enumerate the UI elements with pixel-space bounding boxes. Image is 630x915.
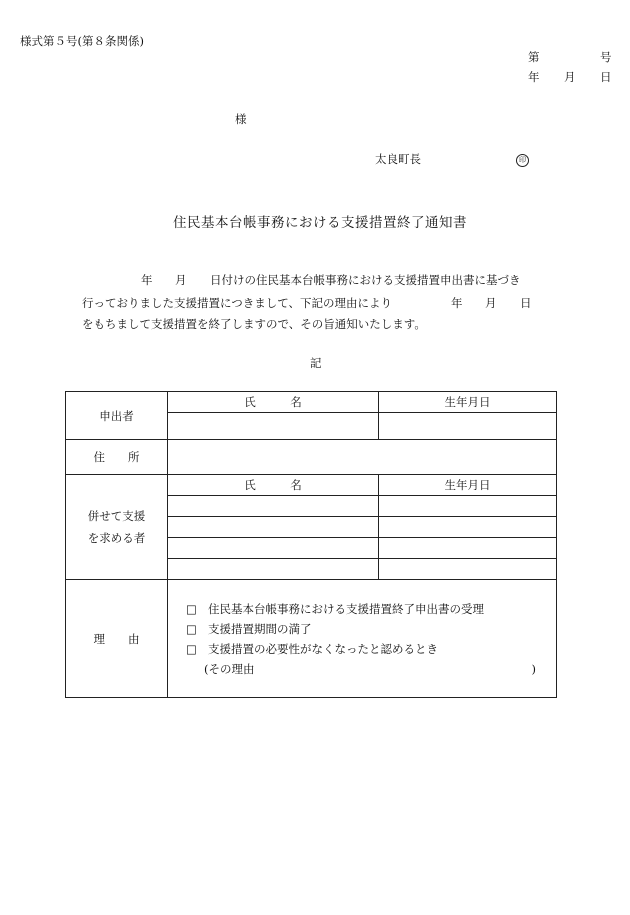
reason-option-label: 支援措置期間の満了 xyxy=(208,621,312,636)
body-line2: 行っておりました支援措置につきまして、下記の理由により xyxy=(82,296,393,310)
addressee-suffix: 様 xyxy=(235,112,247,126)
checkbox[interactable]: □ xyxy=(186,601,197,616)
other-reason-open: (その理由 xyxy=(204,661,255,676)
joint-name-field[interactable] xyxy=(168,496,379,517)
doc-number-prefix: 第 xyxy=(528,50,540,64)
ki-heading: 記 xyxy=(310,356,322,370)
applicant-name-header: 氏 名 xyxy=(168,392,379,413)
body-line1-year: 年 xyxy=(141,273,153,287)
doc-number-suffix: 号 xyxy=(600,50,612,64)
joint-name-header: 氏 名 xyxy=(168,475,379,496)
seal-icon: 印 xyxy=(516,154,529,167)
joint-name-field[interactable] xyxy=(168,538,379,559)
document-title: 住民基本台帳事務における支援措置終了通知書 xyxy=(173,215,467,231)
body-line2-month: 月 xyxy=(485,296,497,310)
reason-option[interactable] xyxy=(186,619,536,639)
issuer: 太良町長 xyxy=(375,152,421,166)
joint-name-field[interactable] xyxy=(168,559,379,580)
header-date-day: 日 xyxy=(600,70,612,84)
other-reason-close: ) xyxy=(531,661,536,676)
body-line2-year: 年 xyxy=(451,296,463,310)
header-date-month: 月 xyxy=(564,70,576,84)
joint-label-line2: を求める者 xyxy=(87,531,146,545)
address-label: 住 所 xyxy=(66,440,168,475)
applicant-label: 申出者 xyxy=(66,392,168,440)
applicant-name-field[interactable] xyxy=(168,413,379,440)
body-line1-month: 月 xyxy=(175,273,187,287)
seal-mark xyxy=(516,151,529,167)
joint-label-line1: 併せて支援 xyxy=(87,509,146,523)
body-line3: をもちまして支援措置を終了しますので、その旨通知いたします。 xyxy=(82,317,426,331)
joint-dob-field[interactable] xyxy=(379,538,557,559)
reason-option-label: 支援措置の必要性がなくなったと認めるとき xyxy=(208,641,438,656)
support-end-table xyxy=(65,391,557,698)
other-reason-line[interactable] xyxy=(186,659,536,679)
checkbox[interactable]: □ xyxy=(186,621,197,636)
checkbox[interactable]: □ xyxy=(186,641,197,656)
address-field[interactable] xyxy=(168,440,557,475)
form-number: 様式第５号(第８条関係) xyxy=(20,34,144,48)
joint-dob-field[interactable] xyxy=(379,496,557,517)
reason-option[interactable] xyxy=(186,639,536,659)
body-line2-day: 日 xyxy=(520,296,532,310)
applicant-dob-field[interactable] xyxy=(379,413,557,440)
body-line1-rest: 日付けの住民基本台帳事務における支援措置申出書に基づき xyxy=(210,273,521,287)
reason-options xyxy=(168,580,557,698)
joint-dob-field[interactable] xyxy=(379,517,557,538)
reason-label: 理 由 xyxy=(66,580,168,698)
reason-option-label: 住民基本台帳事務における支援措置終了申出書の受理 xyxy=(208,601,484,616)
reason-option[interactable] xyxy=(186,599,536,619)
applicant-dob-header: 生年月日 xyxy=(379,392,557,413)
joint-dob-field[interactable] xyxy=(379,559,557,580)
joint-name-field[interactable] xyxy=(168,517,379,538)
joint-dob-header: 生年月日 xyxy=(379,475,557,496)
joint-persons-label xyxy=(66,475,168,580)
header-date-year: 年 xyxy=(528,70,540,84)
